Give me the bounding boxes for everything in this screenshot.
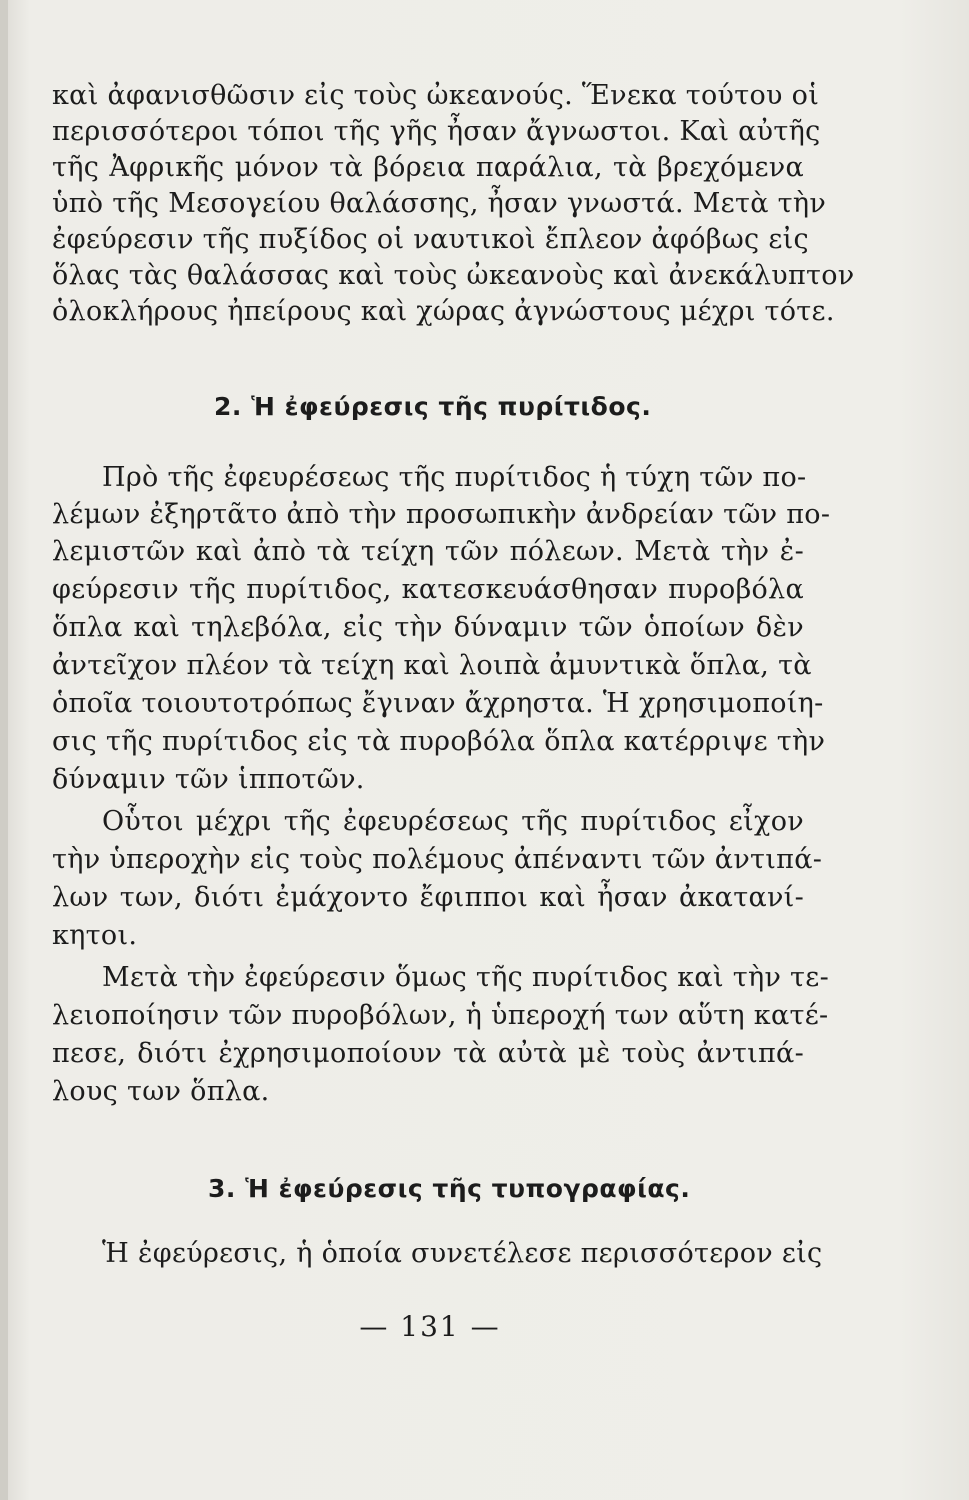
text-line: λους των ὅπλα. bbox=[52, 1076, 270, 1107]
text-line: καὶ ἀφανισθῶσιν εἰς τοὺς ὠκεανούς. Ἕνεκα τούτου οἱ bbox=[52, 80, 820, 111]
text-line: Πρὸ τῆς ἐφευρέσεως τῆς πυρίτιδος ἡ τύχη τῶν πο- bbox=[102, 462, 807, 493]
text-line: ὅπλα καὶ τηλεβόλα, εἰς τὴν δύναμιν τῶν ὁποίων δὲν bbox=[52, 612, 804, 643]
text-line: περισσότεροι τόποι τῆς γῆς ἦσαν ἄγνωστοι. Καὶ αὐτῆς bbox=[52, 116, 821, 147]
text-line: λεμιστῶν καὶ ἀπὸ τὰ τείχη τῶν πόλεων. Μετὰ τὴν ἐ- bbox=[52, 536, 804, 567]
text-line: ὅλας τὰς θαλάσσας καὶ τοὺς ὠκεανοὺς καὶ ἀνεκάλυπτον bbox=[52, 260, 855, 291]
text-line: λων των, διότι ἐμάχοντο ἔφιπποι καὶ ἦσαν ἀκατανί- bbox=[52, 882, 804, 913]
text-line: Ἡ ἐφεύρεσις, ἡ ὁποία συνετέλεσε περισσότερον εἰς bbox=[102, 1238, 823, 1269]
section-heading: 3. Ἡ ἐφεύρεσις τῆς τυπογραφίας. bbox=[208, 1174, 691, 1203]
section-heading: 2. Ἡ ἐφεύρεσις τῆς πυρίτιδος. bbox=[214, 392, 652, 421]
page-edge bbox=[0, 0, 8, 1500]
text-line: λειοποίησιν τῶν πυροβόλων, ἡ ὑπεροχή των αὕτη κατέ- bbox=[52, 1000, 829, 1031]
text-line: τὴν ὑπεροχὴν εἰς τοὺς πολέμους ἀπέναντι τῶν ἀντιπά- bbox=[52, 844, 823, 875]
text-line: ἐφεύρεσιν τῆς πυξίδος οἱ ναυτικοὶ ἔπλεον ἀφόβως εἰς bbox=[52, 224, 809, 255]
text-line: πεσε, διότι ἐχρησιμοποίουν τὰ αὐτὰ μὲ τοὺς ἀντιπά- bbox=[52, 1038, 804, 1069]
text-line: λέμων ἐξηρτᾶτο ἀπὸ τὴν προσωπικὴν ἀνδρείαν τῶν πο- bbox=[52, 499, 831, 530]
text-line: τῆς Ἀφρικῆς μόνον τὰ βόρεια παράλια, τὰ βρεχόμενα bbox=[52, 152, 804, 183]
text-line: ἀντεῖχον πλέον τὰ τείχη καὶ λοιπὰ ἀμυντικὰ ὅπλα, τὰ bbox=[52, 650, 812, 681]
page-number: — 131 — bbox=[359, 1310, 501, 1343]
text-line: ὁποῖα τοιουτοτρόπως ἔγιναν ἄχρηστα. Ἡ χρησιμοποίη- bbox=[52, 688, 824, 719]
text-line: ὑπὸ τῆς Μεσογείου θαλάσσης, ἦσαν γνωστά. Μετὰ τὴν bbox=[52, 188, 827, 219]
text-line: δύναμιν τῶν ἱπποτῶν. bbox=[52, 764, 365, 795]
text-line: κητοι. bbox=[52, 920, 138, 951]
text-line: Μετὰ τὴν ἐφεύρεσιν ὅμως τῆς πυρίτιδος καὶ τὴν τε- bbox=[102, 962, 829, 993]
text-line: Οὗτοι μέχρι τῆς ἐφευρέσεως τῆς πυρίτιδος εἶχον bbox=[102, 806, 804, 837]
text-line: φεύρεσιν τῆς πυρίτιδος, κατεσκευάσθησαν πυροβόλα bbox=[52, 574, 804, 605]
text-line: σις τῆς πυρίτιδος εἰς τὰ πυροβόλα ὅπλα κατέρριψε τὴν bbox=[52, 726, 826, 757]
text-line: ὁλοκλήρους ἠπείρους καὶ χώρας ἀγνώστους μέχρι τότε. bbox=[52, 296, 835, 327]
